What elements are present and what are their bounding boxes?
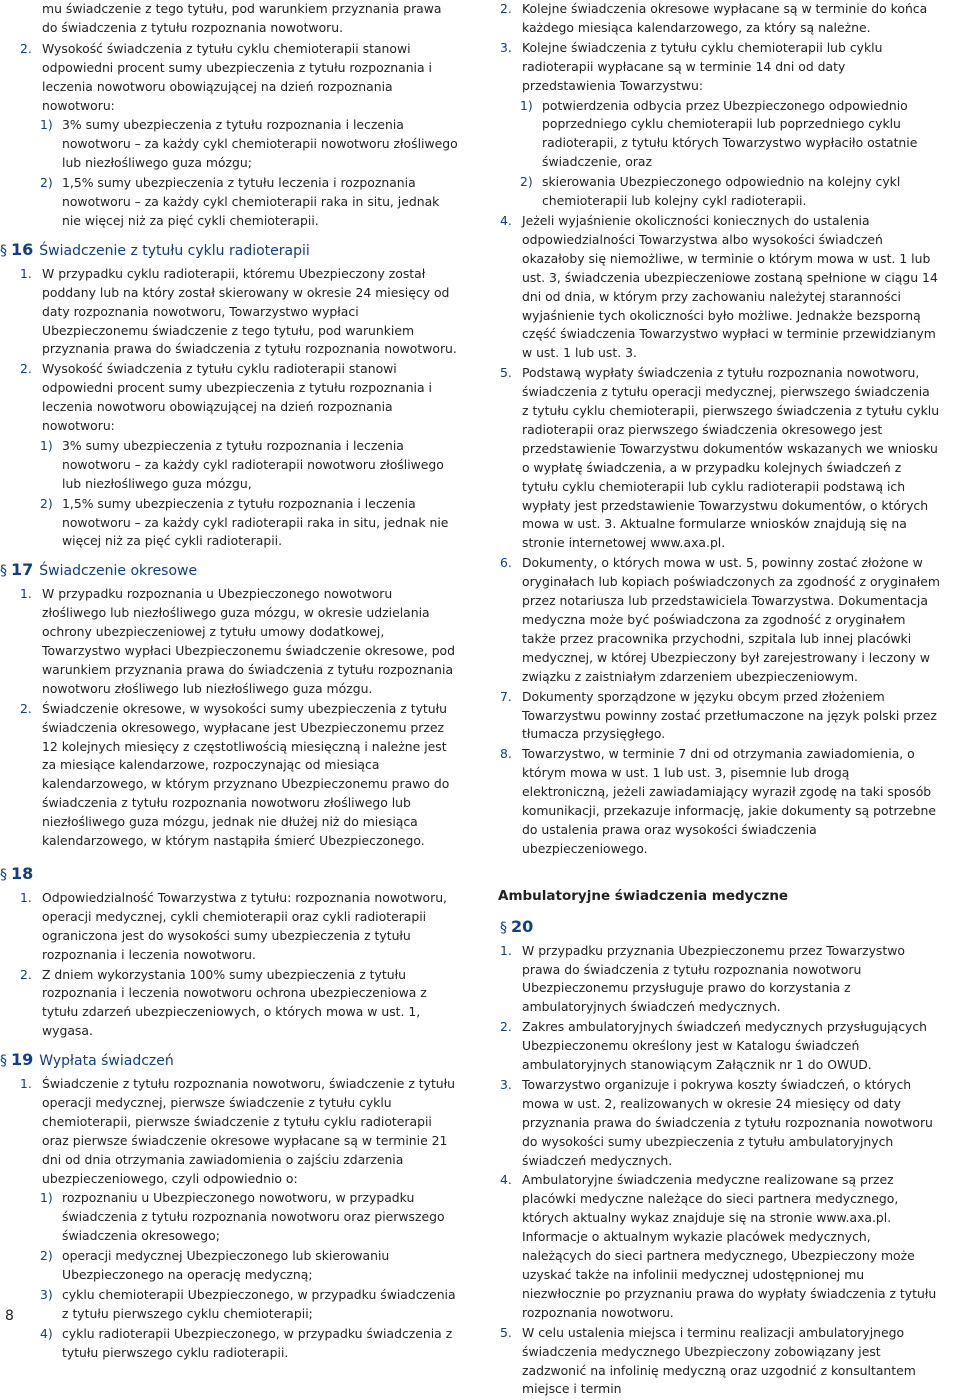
paragraph-text: Towarzystwo organizuje i pokrywa koszty świadczeń, o których mowa w ust. 2, realizowanych w okresie 24 miesięcy od daty przyznania prawa do świadczenia z tytułu rozpoznania nowotworu do wysokości sumy ubezpieczenia z tytułu ambulatoryjnych świadczeń medycznych. bbox=[522, 1076, 933, 1168]
list-text: operacji medycznej Ubezpieczonego lub skierowaniu Ubezpieczonego na operację medyczną; bbox=[62, 1248, 390, 1283]
list-number: 1) bbox=[40, 1190, 53, 1206]
paragraph-number: 6. bbox=[500, 555, 512, 571]
paragraph-number: 4. bbox=[500, 1172, 512, 1188]
list-item bbox=[20, 116, 460, 173]
paragraph-number: 1. bbox=[500, 942, 512, 958]
list-number: 2) bbox=[40, 1248, 53, 1264]
list-number: 2) bbox=[40, 175, 53, 191]
list-text: cyklu chemioterapii Ubezpieczonego, w przypadku świadczenia z tytułu pierwszego cyklu chemioterapii; bbox=[62, 1287, 456, 1321]
paragraph-text: Jeżeli wyjaśnienie okoliczności koniecznych do ustalenia odpowiedzialności Towarzystwa albo wysokości świadczeń okazałoby się niemożliwe, w terminie o którym mowa w ust. 1 lub ust. 3, świadczenia ubezpieczeniowe zostaną spełnione w ciągu 14 dni od dnia, w którym przy zachowaniu należytej staranności wyjaśnienie tych okoliczności było możliwe. Jednakże bezsporną część świadczenia Towarzystwo wypłaci w terminie przewidzianym w ust. 1 lub ust. 3. bbox=[522, 212, 938, 361]
paragraph bbox=[500, 554, 940, 686]
paragraph-number: 1. bbox=[20, 1076, 32, 1092]
paragraph-text: Kolejne świadczenia okresowe wypłacane są w terminie do końca każdego miesiąca kalendarzowego, za który są należne. bbox=[522, 1, 928, 35]
section-heading-20 bbox=[500, 918, 940, 938]
paragraph bbox=[20, 585, 460, 698]
section-title: Świadczenie okresowe bbox=[39, 563, 198, 580]
list-text: 1,5% sumy ubezpieczenia z tytułu rozpoznania i leczenia nowotworu – za każdy cykl radioterapii raka in situ, jednak nie więcej niż za pięć cykli radioterapii. bbox=[62, 495, 449, 549]
left-column bbox=[0, 0, 460, 1364]
paragraph-number: 3. bbox=[500, 1076, 512, 1092]
paragraph bbox=[500, 0, 940, 38]
list-item bbox=[20, 437, 460, 494]
paragraph-number: 2. bbox=[20, 361, 32, 377]
list-number: 2) bbox=[40, 495, 53, 511]
list-item bbox=[500, 173, 940, 211]
section-number: 18 bbox=[11, 863, 34, 883]
paragraph-text: Podstawą wypłaty świadczenia z tytułu rozpoznania nowotworu, świadczenia z tytułu operacji medycznej, pierwszego świadczenia z tytułu cyklu chemioterapii, pierwszego świadczenia z tytułu cyklu radioterapii oraz pierwszego świadczenia okresowego jest przedstawienie Towarzystwu dokumentów wskazanych we wniosku o wypłatę świadczenia, a w przypadku kolejnych świadczeń z tytułu cyklu chemioterapii lub cyklu radioterapii podstawą ich wypłaty jest przedstawienie Towarzystwu dokumentów, o których mowa w ust. 3. Aktualne formularze wniosków znajdują się na stronie internetowej www.axa.pl. bbox=[522, 365, 940, 551]
section-sign: § bbox=[0, 866, 7, 883]
paragraph-number: 1. bbox=[20, 586, 32, 602]
paragraph-number: 8. bbox=[500, 746, 512, 762]
page-number: 8 bbox=[5, 1308, 14, 1324]
paragraph-text: Dokumenty sporządzone w języku obcym przed złożeniem Towarzystwu powinny zostać przetłumaczone na język polski przez tłumacza przysięgłego. bbox=[522, 688, 937, 742]
paragraph-text: Świadczenie okresowe, w wysokości sumy ubezpieczenia z tytułu świadczenia okresowego, wypłacane jest Ubezpieczonemu przez 12 kolejnych miesięcy z częstotliwością miesięczną i należne jest za miesiące kalendarzowe, rozpoczynając od miesiąca kalendarzowego, w którym przyznano Ubezpieczonemu prawo do świadczenia z tytułu rozpoznania nowotworu złośliwego lub niezłośliwego guza mózgu, jednak nie dłużej niż do miesiąca kalendarzowego, w którym nastąpiła śmierć Ubezpieczonego. bbox=[42, 700, 450, 849]
right-column bbox=[500, 0, 940, 1400]
paragraph bbox=[500, 1076, 940, 1171]
paragraph bbox=[500, 745, 940, 858]
paragraph-number: 2. bbox=[20, 700, 32, 716]
paragraph-text: Ambulatoryjne świadczenia medyczne realizowane są przez placówki medyczne należące do sieci partnera medycznego, których aktualny wykaz znajduje się na stronie www.axa.pl. Informacje o aktualnym wykazie placówek medycznych, należących do sieci partnera medycznego, Ubezpieczony może uzyskać także na infolinii medycznej udostępnionej mu niezwłocznie po przyznaniu prawa do wypłaty świadczenia z tytułu rozpoznania nowotworu. bbox=[522, 1172, 937, 1320]
paragraph bbox=[20, 360, 460, 436]
paragraph bbox=[500, 1018, 940, 1075]
section-sign: § bbox=[0, 1053, 7, 1070]
chapter-heading: Ambulatoryjne świadczenia medyczne bbox=[498, 887, 789, 904]
list-text: cyklu radioterapii Ubezpieczonego, w przypadku świadczenia z tytułu pierwszego cyklu radioterapii. bbox=[62, 1325, 453, 1360]
paragraph bbox=[20, 40, 460, 116]
paragraph-text: W celu ustalenia miejsca i terminu realizacji ambulatoryjnego świadczenia medycznego Ubezpieczony zobowiązany jest zadzwonić na infolinię medyczną oraz uzgodnić z konsultantem miejsce i termin bbox=[522, 1324, 916, 1397]
paragraph-number: 2. bbox=[500, 1019, 512, 1035]
paragraph-number: 3. bbox=[500, 39, 512, 55]
list-item bbox=[500, 97, 940, 173]
paragraph-text: Wysokość świadczenia z tytułu cyklu radioterapii stanowi odpowiedni procent sumy ubezpieczenia z tytułu rozpoznania i leczenia nowotworu obowiązującej na dzień rozpoznania nowotworu: bbox=[42, 361, 432, 434]
section-heading-17 bbox=[0, 561, 460, 581]
list-text: rozpoznaniu u Ubezpieczonego nowotworu, w przypadku świadczenia z tytułu rozpoznania nowotworu oraz pierwszego świadczenia okresowego; bbox=[62, 1190, 445, 1244]
paragraph-number: 2. bbox=[500, 1, 512, 16]
paragraph bbox=[500, 212, 940, 363]
list-number: 3) bbox=[40, 1287, 53, 1302]
paragraph-text: Kolejne świadczenia z tytułu cyklu chemioterapii lub cyklu radioterapii wypłacane są w terminie 14 dni od daty przedstawienia Towarzystwu: bbox=[522, 39, 883, 93]
paragraph bbox=[20, 265, 460, 360]
list-number: 2) bbox=[520, 174, 533, 190]
section-sign: § bbox=[0, 563, 7, 580]
list-number: 1) bbox=[40, 437, 53, 453]
list-text: 3% sumy ubezpieczenia z tytułu rozpoznania i leczenia nowotworu – za każdy cykl radioterapii nowotworu złośliwego lub niezłośliwego guza mózgu, bbox=[62, 437, 444, 491]
paragraph-text: Odpowiedzialność Towarzystwa z tytułu: rozpoznania nowotworu, operacji medycznej, cykli chemioterapii oraz cykli radioterapii ograniczona jest do wysokości sumy ubezpieczenia z tytułu rozpoznania i leczenia nowotworu. bbox=[42, 889, 447, 962]
paragraph-text: W przypadku cyklu radioterapii, któremu Ubezpieczony został poddany lub na który został skierowany w okresie 24 miesięcy od daty rozpoznania nowotworu, Towarzystwo wypłaci Ubezpieczonemu świadczenie z tego tytułu, pod warunkiem przyznania prawa do świadczenia z tytułu rozpoznania nowotworu. bbox=[42, 265, 457, 357]
paragraph-text: W przypadku rozpoznania u Ubezpieczonego nowotworu złośliwego lub niezłośliwego guza mózgu, w okresie udzielania ochrony ubezpieczeniowej z tytułu umowy dodatkowej, Towarzystwo wypłaci Ubezpieczonemu świadczenie okresowe, pod warunkiem przyznania prawa do świadczenia z tytułu rozpoznania nowotworu złośliwego lub niezłośliwego guza mózgu. bbox=[42, 586, 456, 696]
list-number: 4) bbox=[40, 1325, 53, 1341]
paragraph-number: 5. bbox=[500, 1324, 512, 1340]
paragraph-number: 1. bbox=[20, 889, 32, 905]
paragraph-text: Dokumenty, o których mowa w ust. 5, powinny zostać złożone w oryginałach lub kopiach poświadczonych za zgodność z oryginałem przez notariusza lub przedstawiciela Towarzystwa. Dokumentacja medyczna może być poświadczona za zgodność z oryginałem także przez pracownika przychodni, szpitala lub innej placówki medycznej, w której Ubezpieczony był zarejestrowany i leczony w związku z zaistniałym zdarzeniem ubezpieczeniowym. bbox=[522, 555, 940, 684]
paragraph-text: Towarzystwo, w terminie 7 dni od otrzymania zawiadomienia, o którym mowa w ust. 1 lub ust. 3, pisemnie lub drogą elektroniczną, jeżeli zawiadamiający wyraził zgodę na taki sposób komunikacji, przekazuje informację, jakie dokumenty są potrzebne do ustalenia prawa oraz wysokości świadczenia ubezpieczeniowego. bbox=[522, 746, 937, 856]
paragraph-text: Wysokość świadczenia z tytułu cyklu chemioterapii stanowi odpowiedni procent sumy ubezpieczenia z tytułu rozpoznania i leczenia nowotworu obowiązującej na dzień rozpoznania nowotworu: bbox=[42, 40, 432, 113]
paragraph bbox=[500, 942, 940, 1018]
list-item bbox=[20, 495, 460, 552]
paragraph bbox=[20, 966, 460, 1042]
list-item bbox=[20, 1247, 460, 1285]
list-text: skierowania Ubezpieczonego odpowiednio na kolejny cykl chemioterapii lub kolejny cykl radioterapii. bbox=[542, 174, 901, 209]
paragraph-number: 7. bbox=[500, 688, 512, 704]
paragraph bbox=[500, 688, 940, 745]
section-heading-19 bbox=[0, 1051, 460, 1071]
section-number: 19 bbox=[11, 1050, 34, 1070]
paragraph bbox=[500, 39, 940, 96]
list-number: 1) bbox=[40, 117, 53, 133]
section-sign: § bbox=[500, 919, 507, 936]
section-number: 17 bbox=[11, 560, 34, 580]
list-item bbox=[20, 1189, 460, 1246]
paragraph-number: 1. bbox=[20, 265, 32, 281]
paragraph-number: 5. bbox=[500, 365, 512, 381]
list-number: 1) bbox=[520, 97, 533, 113]
list-item bbox=[20, 174, 460, 231]
list-item bbox=[20, 1325, 460, 1363]
paragraph-number: 2. bbox=[20, 40, 32, 56]
paragraph bbox=[20, 1075, 460, 1188]
paragraph-text: Z dniem wykorzystania 100% sumy ubezpieczenia z tytułu rozpoznania i leczenia nowotworu ochrona ubezpieczeniowa z tytułu zdarzeń ubezpieczeniowych, o których mowa w ust. 1, wygasa. bbox=[42, 966, 427, 1039]
paragraph-number: 2. bbox=[20, 966, 32, 982]
paragraph-number: 4. bbox=[500, 212, 512, 228]
section-title: Świadczenie z tytułu cyklu radioterapii bbox=[39, 242, 310, 259]
section-number: 20 bbox=[511, 916, 534, 936]
paragraph bbox=[20, 889, 460, 965]
paragraph bbox=[500, 1171, 940, 1322]
paragraph: mu świadczenie z tego tytułu, pod warunkiem przyznania prawa do świadczenia z tytułu rozpoznania nowotworu. bbox=[42, 1, 442, 35]
section-sign: § bbox=[0, 242, 7, 259]
paragraph-text: Zakres ambulatoryjnych świadczeń medycznych przysługujących Ubezpieczonemu określony jest w Katalogu świadczeń ambulatoryjnych stanowiącym Załącznik nr 1 do OWUD. bbox=[522, 1019, 928, 1073]
paragraph bbox=[500, 1324, 940, 1400]
paragraph-text: Świadczenie z tytułu rozpoznania nowotworu, świadczenie z tytułu operacji medycznej, pierwsze świadczenie z tytułu cyklu chemioterapii, pierwsze świadczenie z tytułu cyklu radioterapii oraz pierwsze świadczenie okresowe wypłacane są w terminie 21 dni od dnia otrzymania zawiadomienia o zajściu zdarzenia ubezpieczeniowego, czyli odpowiednio o: bbox=[42, 1076, 456, 1186]
section-heading-18 bbox=[0, 865, 460, 885]
section-title: Wypłata świadczeń bbox=[39, 1053, 174, 1070]
list-text: 1,5% sumy ubezpieczenia z tytułu leczenia i rozpoznania nowotworu – za każdy cykl chemioterapii raka in situ, jednak nie więcej niż za pięć cykli chemioterapii. bbox=[62, 175, 440, 228]
section-number: 16 bbox=[11, 239, 34, 259]
list-text: 3% sumy ubezpieczenia z tytułu rozpoznania i leczenia nowotworu – za każdy cykl chemioterapii nowotworu złośliwego lub niezłośliwego guza mózgu; bbox=[62, 117, 458, 171]
paragraph-text: W przypadku przyznania Ubezpieczonemu przez Towarzystwo prawa do świadczenia z tytułu rozpoznania nowotworu Ubezpieczonemu przysługuje prawo do korzystania z ambulatoryjnych świadczeń medycznych. bbox=[522, 942, 905, 1015]
list-text: potwierdzenia odbycia przez Ubezpieczonego odpowiednio poprzedniego cyklu chemioterapii lub poprzedniego cyklu radioterapii, z tytułu których Towarzystwo wypłaciło ostatnie świadczenie, oraz bbox=[542, 97, 918, 170]
section-heading-16 bbox=[0, 241, 460, 261]
list-item bbox=[20, 1286, 460, 1324]
paragraph bbox=[500, 364, 940, 553]
paragraph bbox=[20, 700, 460, 851]
